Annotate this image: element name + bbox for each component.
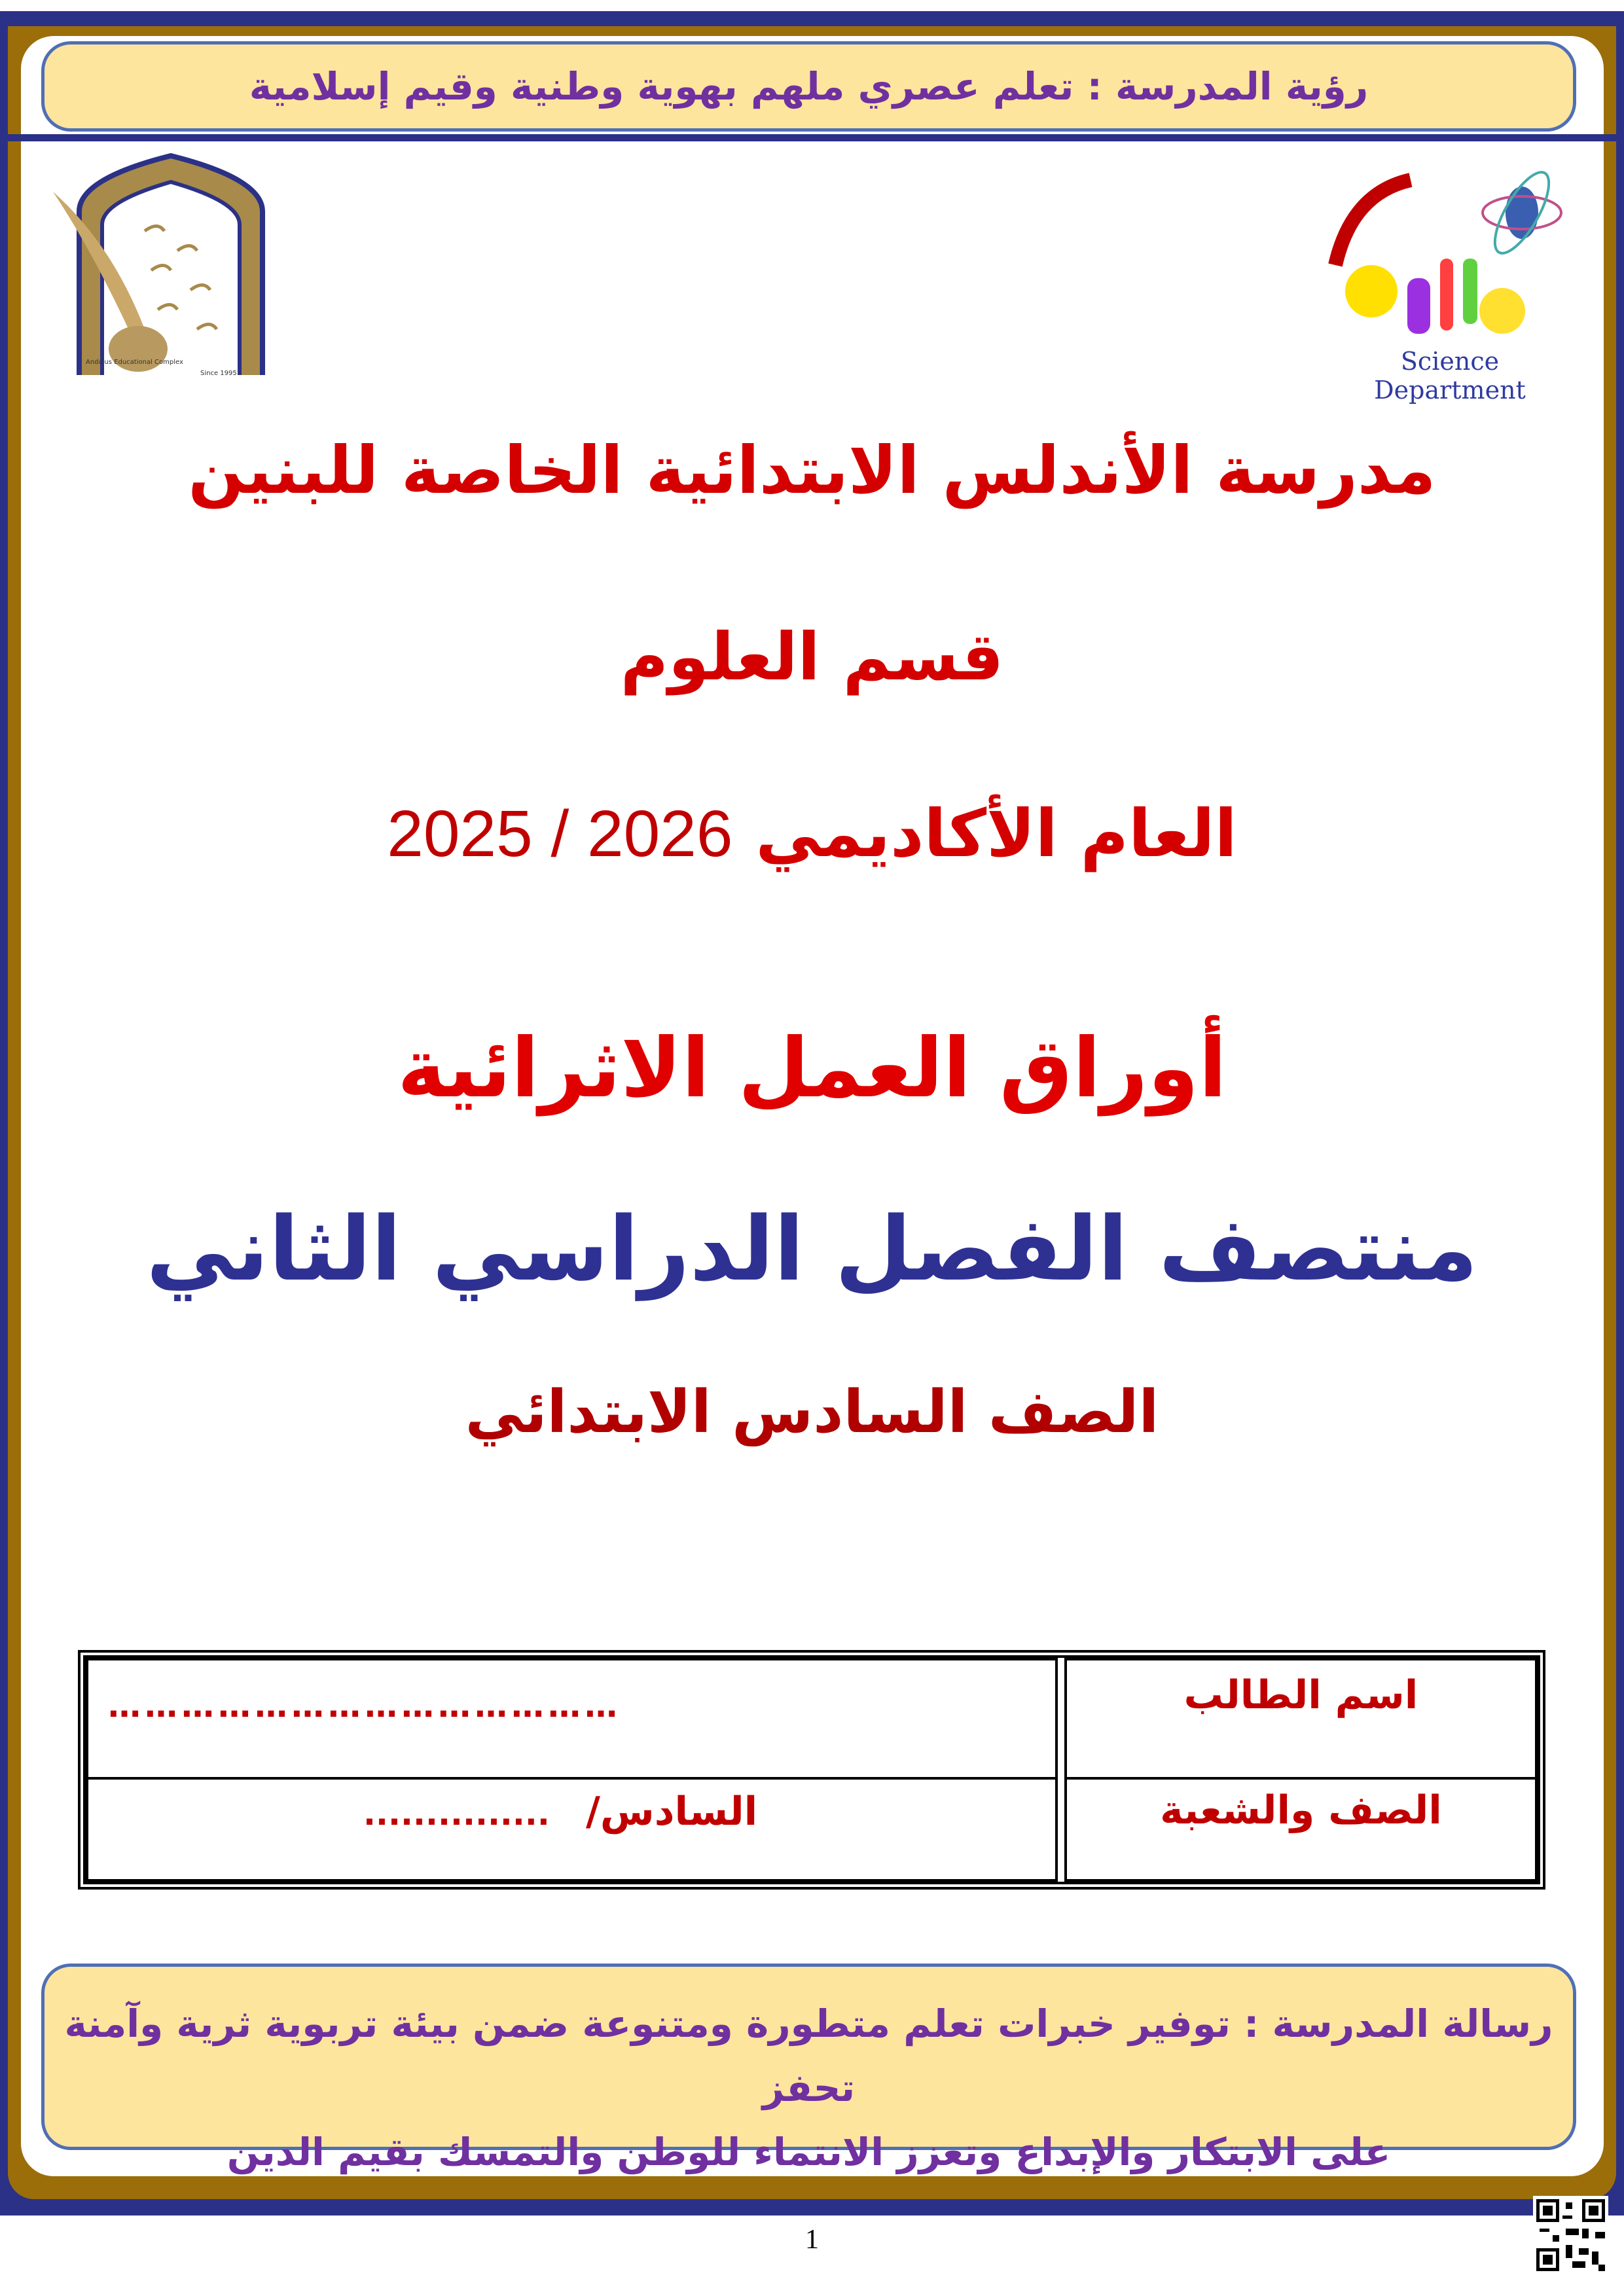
academic-year-label: العام الأكاديمي [755, 795, 1237, 872]
class-section-value [363, 1789, 757, 1835]
header-divider [0, 134, 1624, 141]
mission-line-1: رسالة المدرسة : توفير خبرات تعلم متطورة ومتنوعة ضمن بيئة تربوية ثرية وآمنة تحفز [64, 2001, 1553, 2110]
school-vision-banner: رؤية المدرسة : تعلم عصري ملهم بهوية وطنية وقيم إسلامية [41, 41, 1576, 132]
logo-caption-year: Since 1995 [200, 370, 237, 377]
class-section-label-cell [1064, 1777, 1538, 1882]
student-name-dots: …………………………………… [108, 1687, 621, 1725]
student-info-table [78, 1650, 1545, 1890]
grade-title: الصف السادس الابتدائي [465, 1378, 1159, 1446]
school-name: مدرسة الأندلس الابتدائية الخاصة للبنين [188, 432, 1436, 509]
mission-line-2: على الابتكار والإبداع وتعزز الانتماء للوطن والتمسك بقيم الدين [226, 2130, 1391, 2174]
andalus-logo [46, 152, 290, 388]
page-number: 1 [805, 2225, 819, 2255]
student-name-label-cell [1064, 1658, 1538, 1780]
science-department-logo [1326, 167, 1574, 404]
school-mission-banner [41, 1964, 1576, 2174]
term-title: منتصف الفصل الدراسي الثاني [146, 1198, 1478, 1300]
document-title: أوراق العمل الاثرائية [397, 1021, 1227, 1116]
logo-caption: Science Department [1374, 347, 1526, 404]
student-name-label: اسم الطالب [1183, 1672, 1418, 1718]
academic-year-value: 2025 / 2026 [387, 797, 733, 870]
qr-code-icon [1533, 2196, 1608, 2274]
class-section-label: الصف والشعبة [1160, 1787, 1442, 1833]
department-name: قسم العلوم [620, 619, 1004, 695]
class-section-field[interactable] [86, 1777, 1058, 1882]
academic-year [0, 795, 1624, 872]
class-prefix: السادس/ [586, 1789, 758, 1835]
logo-caption: Andalus Educational Complex [86, 359, 183, 366]
class-dots: ............... [363, 1795, 550, 1833]
student-name-field[interactable] [86, 1658, 1058, 1780]
